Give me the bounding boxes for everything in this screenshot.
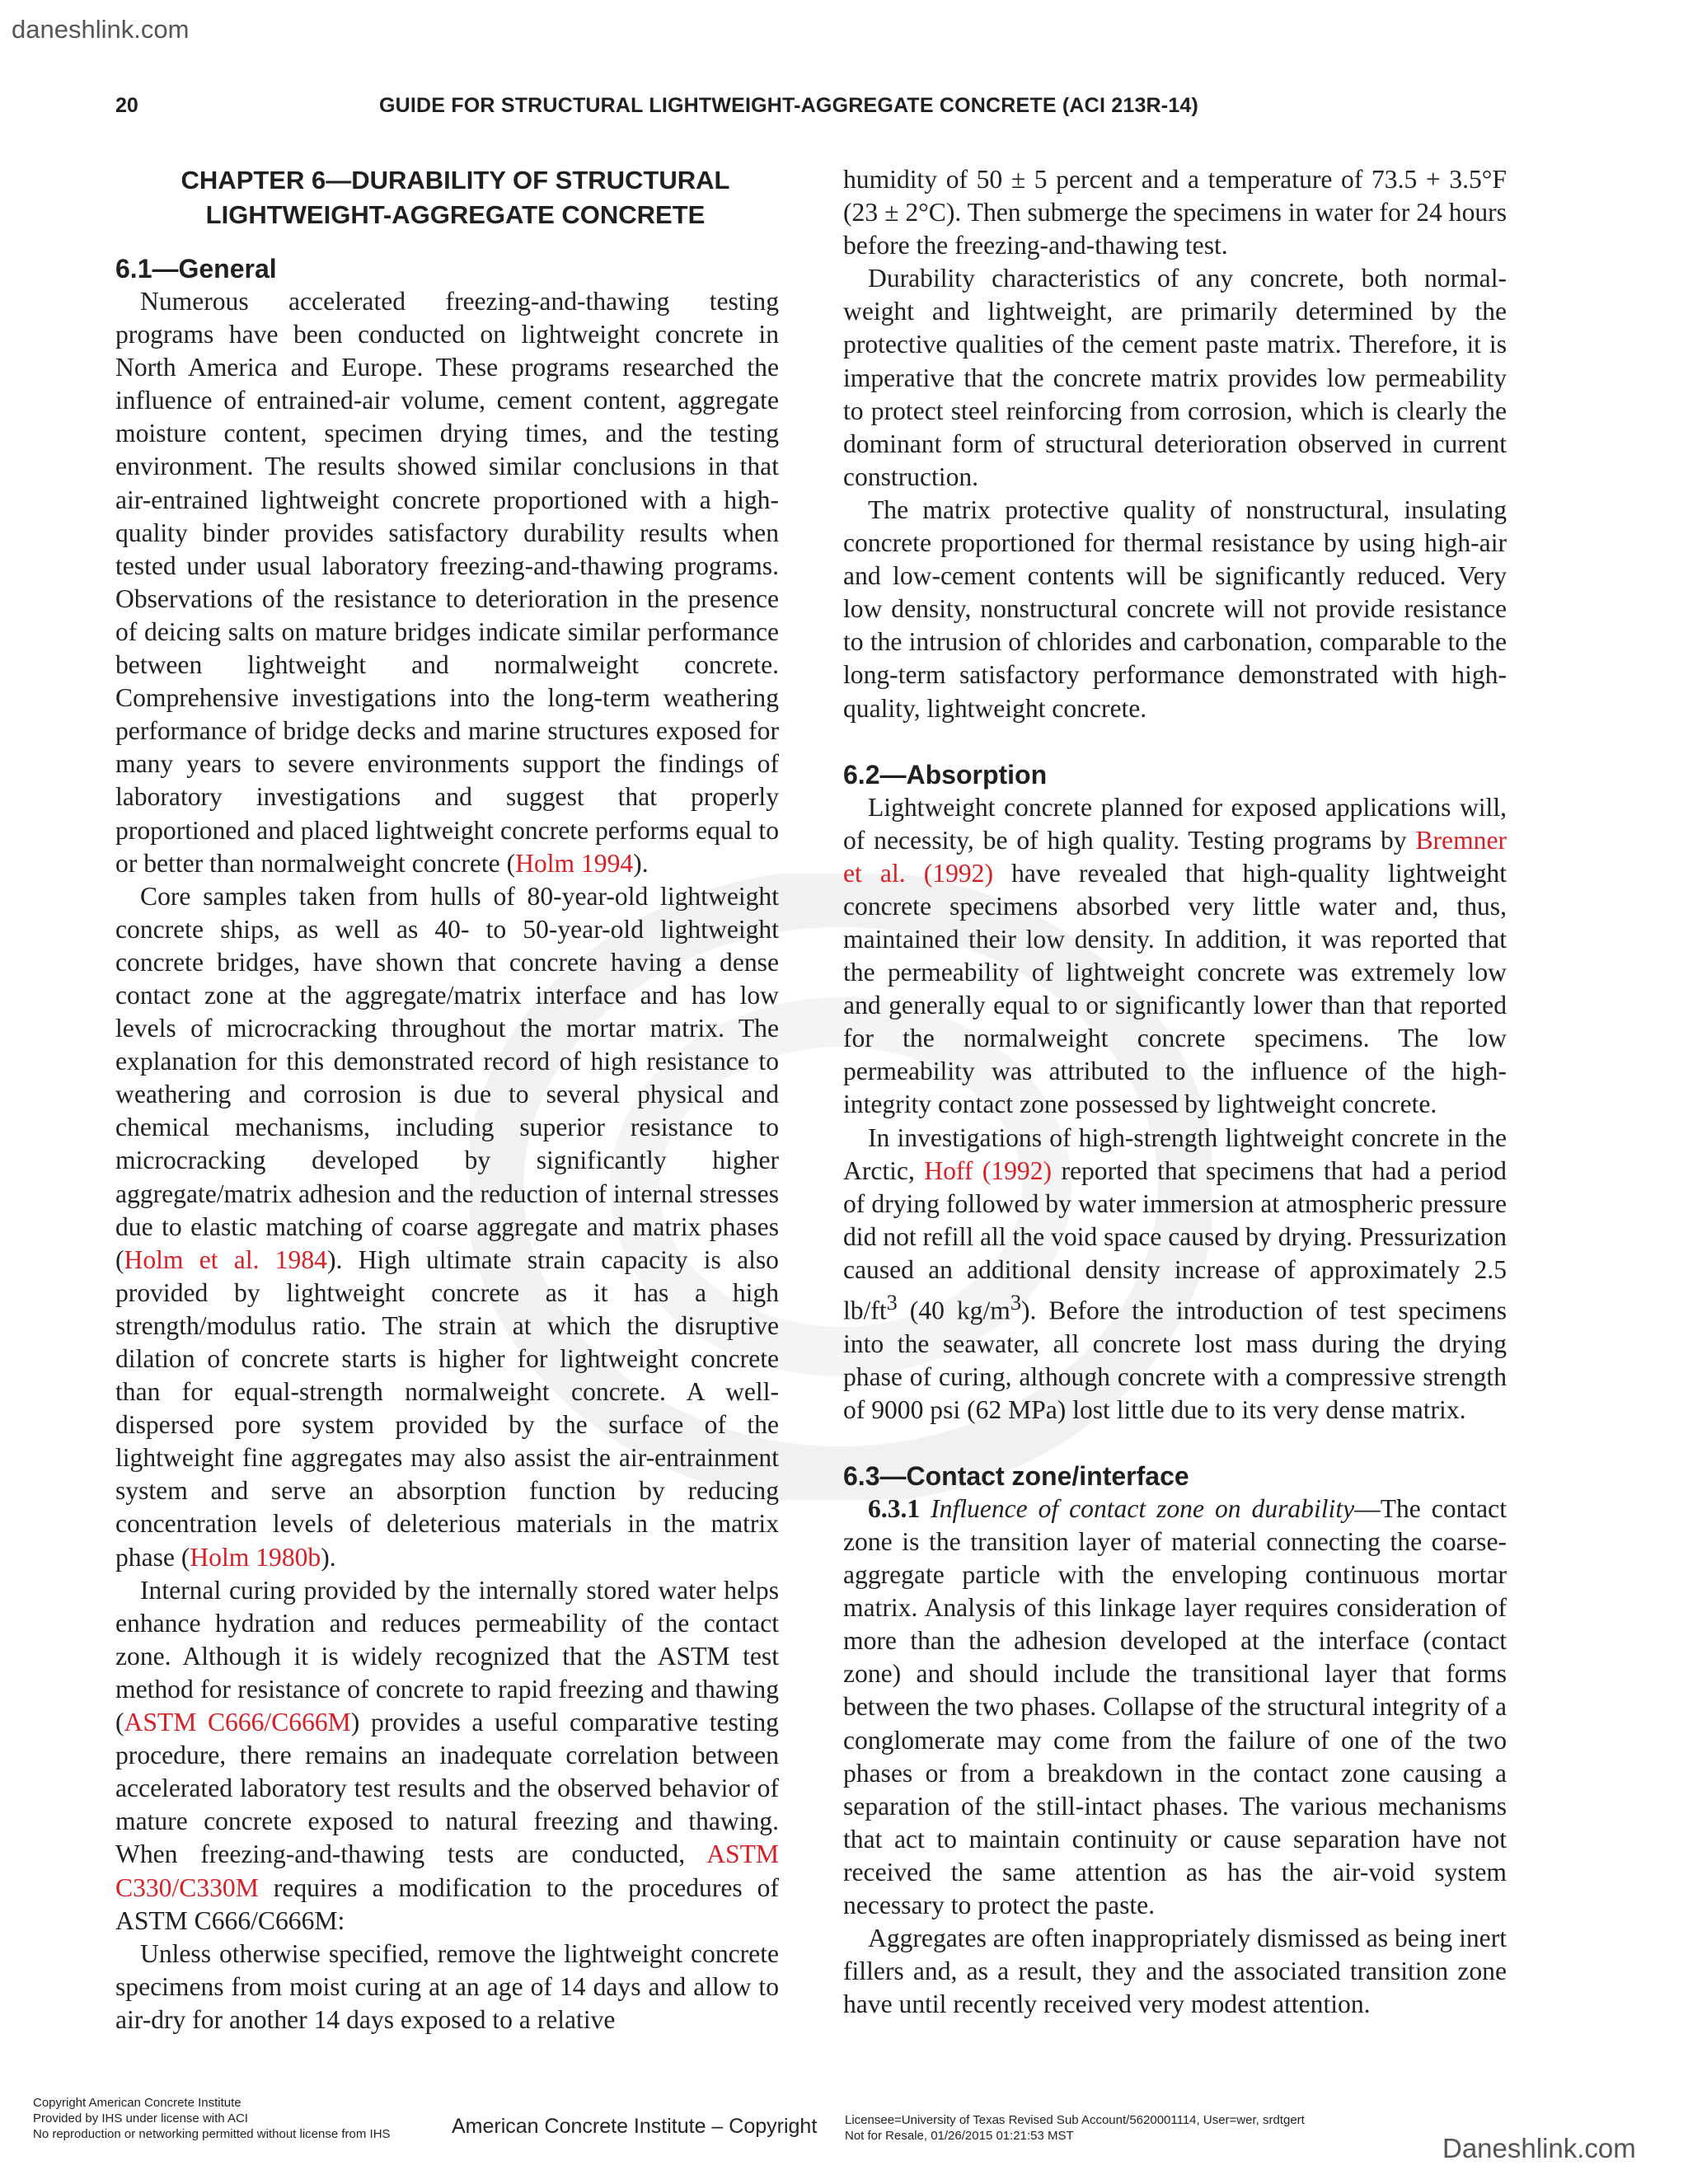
superscript: 3 — [886, 1291, 898, 1315]
paragraph-matrix-quality: The matrix protective quality of nonstructural, insulating concrete proportioned for thermal resistance by using high-air and low-cement contents will be significantly reduced. Very low density, nonstructural concrete will not provide resistance to the intrusion of chlorides and carbonation, comparable to the long-term satisfactory performance demonstrated with high-quality, lightweight concrete. — [843, 494, 1507, 723]
paragraph-absorption-2 — [843, 1122, 1507, 1427]
paragraph-contact-zone-2: Aggregates are often inappropriately dismissed as being inert fillers and, as a result, they and the associated transition zone have until recently received very modest attention. — [843, 1924, 1507, 2019]
text: Internal curing provided by the internally stored water helps enhance hydration and reduces permeability of the contact zone. Although it is widely recognized that the ASTM test method for resistance of concrete to rapid freezing and thawing ( — [115, 1575, 779, 1737]
ref-astm-c330[interactable]: ASTM C330/C330M — [115, 1840, 779, 1902]
text: ). — [321, 1542, 336, 1572]
chapter-title-line2: LIGHTWEIGHT-AGGREGATE CONCRETE — [205, 200, 706, 229]
ref-holm-et-al-1984[interactable]: Holm et al. 1984 — [124, 1244, 327, 1274]
text: In investigations of high-strength lightweight concrete in the Arctic, — [843, 1122, 1507, 1185]
ref-astm-c666[interactable]: ASTM C666/C666M — [124, 1708, 351, 1737]
text: ). — [633, 848, 649, 878]
text: —The contact zone is the transition layer of material connecting the coarse-aggregate particle with the enveloping continuous mortar matrix. Analysis of this linkage layer requires consideration of more than the adhesion developed at the interface (contact zone) and should include the transitional layer that forms between the two phases. Collapse of the structural integrity of a conglomerate may come from the failure of one of the two phases or from a breakdown in the contact zone causing a separation of the still-intact phases. The various mechanisms that act to maintain continuity or cause separation have not received the same attention as has the air-void system necessary to protect the paste. — [843, 1493, 1507, 1920]
paragraph-general-1 — [115, 285, 779, 880]
paragraph-continued: humidity of 50 ± 5 percent and a temperature of 73.5 + 3.5°F (23 ± 2°C). Then submerge the specimens in water for 24 hours before the freezing-and-thawing test. — [843, 165, 1507, 260]
page-number: 20 — [115, 94, 138, 117]
paragraph-contact-zone-1 — [843, 1493, 1507, 1922]
superscript: 3 — [1010, 1291, 1021, 1315]
footer-copyright-line1: Copyright American Concrete Institute — [33, 2096, 241, 2110]
footer-copyright-line3: No reproduction or networking permitted without license from IHS — [33, 2127, 391, 2141]
paragraph-absorption-1 — [843, 791, 1507, 1122]
right-column — [843, 163, 1507, 2021]
text: Core samples taken from hulls of 80-year-old lightweight concrete ships, as well as 40- to 50-year-old lightweight concrete bridges, have shown that concrete having a dense contact zone at the aggregate/matrix interface and has low levels of microcracking throughout the mortar matrix. The explanation for this demonstrated record of high resistance to weathering and corrosion is due to several physical and chemical mechanisms, including superior resistance to microcracking developed by significantly higher aggregate/matrix adhesion and the reduction of internal stresses due to elastic matching of coarse aggregate and matrix phases ( — [115, 881, 779, 1274]
footer-license-line1: Licensee=University of Texas Revised Sub Account/5620001114, User=wer, srdtgert — [845, 2113, 1305, 2127]
paragraph-general-4: Unless otherwise specified, remove the lightweight concrete specimens from moist curing at an age of 14 days and allow to air-dry for another 14 days exposed to a relative — [115, 1938, 779, 2034]
text: have revealed that high-quality lightweight concrete specimens absorbed very little water and, thus, maintained their low density. In addition, it was reported that the permeability of lightweight concrete was extremely low and generally equal to or significantly lower than that reported for the normalweight concrete specimens. The low permeability was attributed to the influence of the high-integrity contact zone possessed by lightweight concrete. — [843, 858, 1507, 1119]
chapter-title-line1: CHAPTER 6—DURABILITY OF STRUCTURAL — [181, 166, 730, 194]
watermark-bottom: Daneshlink.com — [1442, 2133, 1636, 2163]
running-title: GUIDE FOR STRUCTURAL LIGHTWEIGHT-AGGREGATE CONCRETE (ACI 213R-14) — [379, 94, 1199, 117]
footer-center-text: American Concrete Institute – Copyright — [452, 2115, 818, 2138]
text: Numerous accelerated freezing-and-thawing testing programs have been conducted on lightweight concrete in North America and Europe. These programs researched the influence of entrained-air volume, cement content, aggregate moisture content, specimen drying times, and the testing environment. The results showed similar conclusions in that air-entrained lightweight concrete proportioned with a high-quality binder provides satisfactory durability results when tested under usual laboratory freezing-and-thawing programs. Observations of the resistance to deterioration in the presence of deicing salts on mature bridges indicate similar performance between lightweight and normalweight concrete. Comprehensive investigations into the long-term weathering performance of bridge decks and marine structures exposed for many years to severe environments support the findings of laboratory investigations and suggest that properly proportioned and placed lightweight concrete performs equal to or better than normalweight concrete ( — [115, 287, 779, 878]
text: (40 kg/m — [897, 1296, 1010, 1325]
paragraph-general-2 — [115, 880, 779, 1574]
ref-holm-1980b[interactable]: Holm 1980b — [190, 1542, 321, 1572]
text: requires a modification to the procedures of ASTM C666/C666M: — [115, 1872, 779, 1935]
text: Lightweight concrete planned for exposed applications will, of necessity, be of high quality. Testing programs by — [843, 792, 1507, 855]
text: ) provides a useful comparative testing procedure, there remains an inadequate correlation between accelerated laboratory test results and the observed behavior of mature concrete exposed to natural freezing and thawing. When freezing-and-thawing tests are conducted, — [115, 1708, 779, 1869]
text: ). Before the introduction of test specimens into the seawater, all concrete lost mass during the drying phase of curing, although concrete with a compressive strength of 9000 psi (62 MPa) lost little due to its very dense matrix. — [843, 1296, 1507, 1424]
ref-bremner-1992[interactable]: Bremner et al. (1992) — [843, 825, 1507, 888]
subsection-title: Influence of contact zone on durability — [931, 1493, 1355, 1523]
footer-license-line2: Not for Resale, 01/26/2015 01:21:53 MST — [845, 2129, 1074, 2143]
watermark-top: daneshlink.com — [12, 15, 190, 44]
chapter-title — [115, 163, 779, 232]
section-heading-absorption: 6.2—Absorption — [843, 759, 1048, 790]
footer-copyright-line2: Provided by IHS under license with ACI — [33, 2111, 248, 2125]
subsection-number: 6.3.1 — [868, 1493, 921, 1523]
paragraph-general-3 — [115, 1574, 779, 1938]
text: ). High ultimate strain capacity is also provided by lightweight concrete as it has a high strength/modulus ratio. The strain at which the disruptive dilation of concrete starts is higher for lightweight concrete than for equal-strength normalweight concrete. A well-dispersed pore system provided by the surface of the lightweight fine aggregates may also assist the air-entrainment system and serve an absorption function by reducing concentration levels of deleterious materials in the matrix phase ( — [115, 1244, 779, 1572]
section-heading-general: 6.1—General — [115, 254, 277, 284]
footer-license — [845, 2112, 1305, 2144]
paragraph-durability: Durability characteristics of any concrete, both normal-weight and lightweight, are primarily determined by the protective qualities of the cement paste matrix. Therefore, it is imperative that the concrete matrix provides low permeability to protect steel reinforcing from corrosion, which is clearly the dominant form of structural deterioration observed in current construction. — [843, 264, 1507, 491]
text: reported that specimens that had a period of drying followed by water immersion at atmospheric pressure did not refill all the void space caused by drying. Pressurization caused an additional density increase of approximately 2.5 lb/ft — [843, 1155, 1507, 1325]
section-heading-contact-zone: 6.3—Contact zone/interface — [843, 1460, 1189, 1491]
ref-holm-1994[interactable]: Holm 1994 — [515, 848, 634, 878]
left-column — [115, 163, 779, 2036]
footer-copyright — [33, 2095, 391, 2142]
ref-hoff-1992[interactable]: Hoff (1992) — [924, 1155, 1053, 1185]
